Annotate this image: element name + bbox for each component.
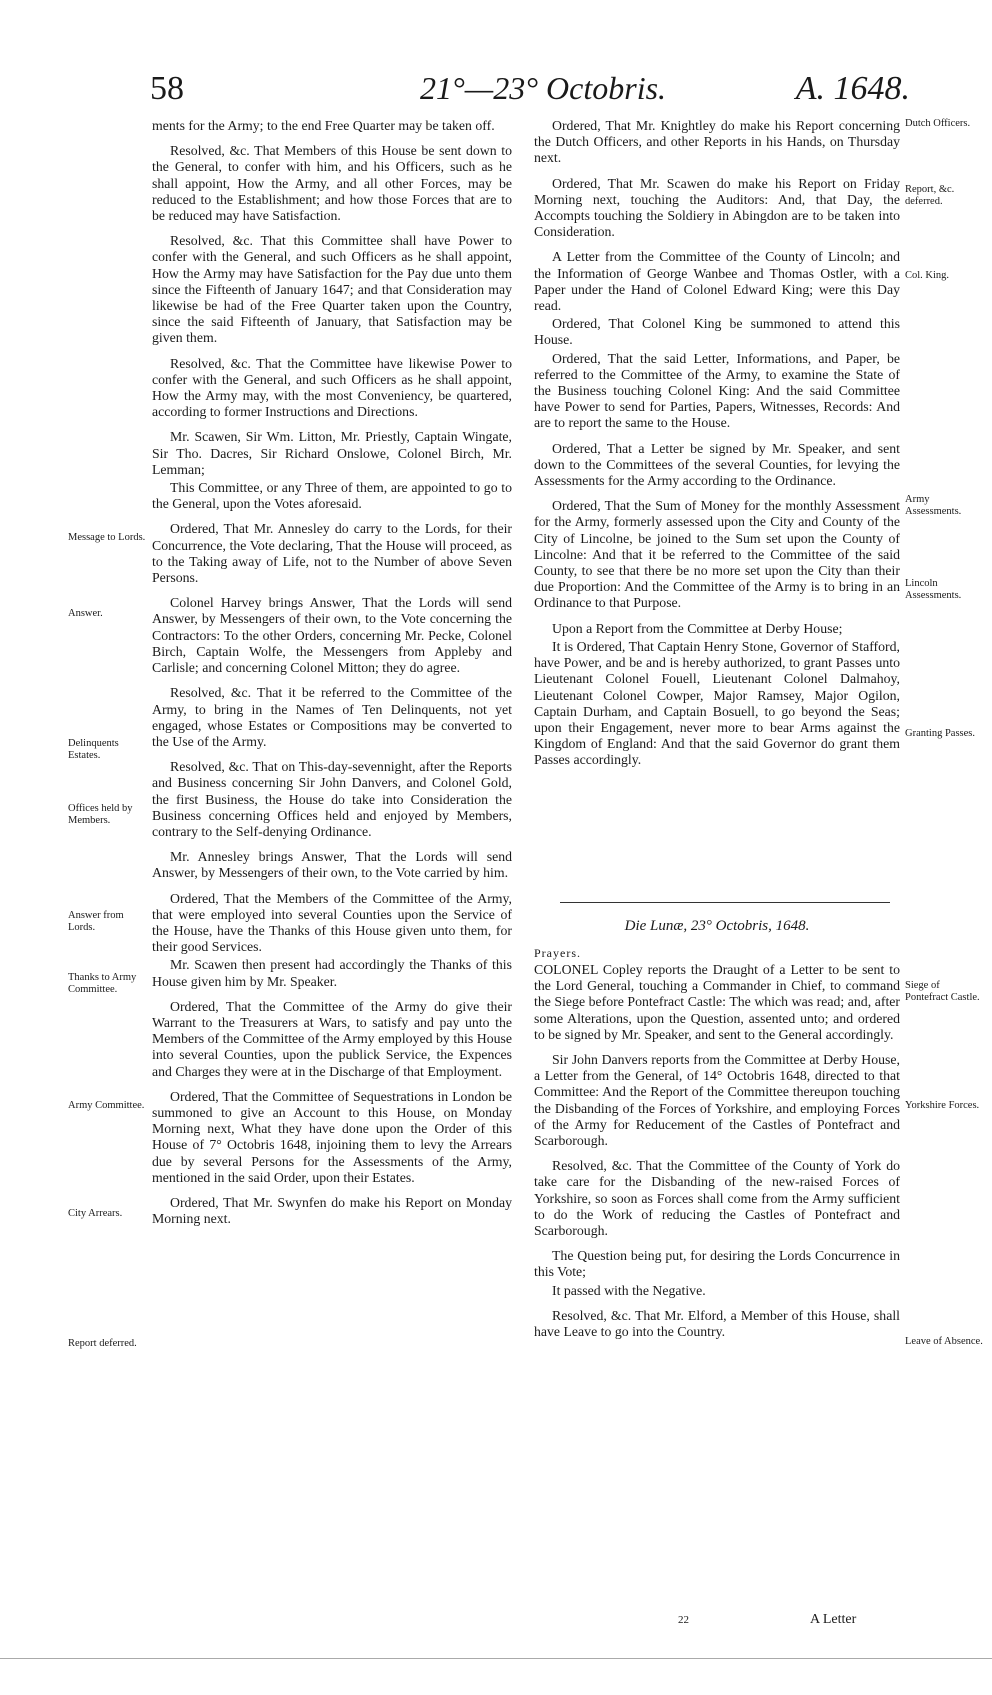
margin-note: Report, &c. deferred.	[905, 184, 955, 207]
paragraph: Upon a Report from the Committee at Derby House;	[552, 620, 843, 636]
paragraph: It passed with the Negative.	[552, 1282, 706, 1298]
margin-note: Dutch Officers.	[905, 118, 971, 129]
paragraph: Mr. Scawen then present had accordingly the Thanks of this House given him by Mr. Speaker.	[152, 957, 512, 989]
paragraph: Ordered, That Colonel King be summoned to attend this House.	[534, 316, 900, 348]
paragraph: This Committee, or any Three of them, are appointed to go to the General, upon the Votes aforesaid.	[152, 480, 512, 512]
page-header	[150, 70, 910, 110]
paragraph: Sir John Danvers reports from the Committee at Derby House, a Letter from the General, of 14° Octobris 1648, directed to that Committee: And the Report of the Committee thereupon touching the Disbanding of the Forces of Yorkshire, and employing Forces of the Army for Reducement of the Castles of Pontefract and Scarborough.	[534, 1052, 900, 1149]
margin-note: Message to Lords.	[68, 532, 146, 543]
paragraph: Resolved, &c. That the Committee of the County of York do take care for the Disbanding of the new-raised Forces of Yorkshire, so soon as Forces shall come from the Army sufficient to do the Work of reducing the Castles of Pontefract and Scarborough.	[534, 1158, 900, 1239]
paragraph: ments for the Army; to the end Free Quarter may be taken off.	[152, 118, 495, 133]
margin-note: Granting Passes.	[905, 728, 975, 739]
margin-note: Army Assessments.	[905, 494, 962, 517]
paragraph: Resolved, &c. That Members of this House be sent down to the General, to confer with him, and his Officers, such as he shall appoint, How the Army, and all other Forces, may be reduced to the Establishment; and how those Forces that are to be reduced may have Satisfaction.	[152, 143, 512, 224]
paragraph: Ordered, That Mr. Knightley do make his Report concerning the Dutch Officers, and other Reports in his Hands, on Thursday next.	[534, 118, 900, 166]
date-title: 21°—23° Octobris.	[420, 70, 667, 106]
margin-note: Thanks to Army Committee.	[68, 972, 137, 995]
paragraph: The Question being put, for desiring the Lords Concurrence in this Vote;	[534, 1248, 900, 1280]
paragraph: Ordered, That Mr. Scawen do make his Report on Friday Morning next, touching the Auditors: And, that Day, the Accompts touching the Soldiery in Abingdon are to be taken into Consideration.	[534, 175, 900, 240]
paragraph: Mr. Annesley brings Answer, That the Lords will send Answer, by Messengers of their own, to the Vote carried by him.	[152, 849, 512, 881]
paragraph: Resolved, &c. That on This-day-sevennight, after the Reports and Business concerning Sir John Danvers, and Colonel Gold, the first Business, the House do take into Consideration the Business concerning Offices held and enjoyed by Members, contrary to the Self-denying Ordinance.	[152, 759, 512, 839]
paragraph: Ordered, That the Committee of Sequestrations in London be summoned to give an Account to this House, on Monday Morning next, What they have done upon the Order of this House of 7° Octobris 1648, injoining them to levy the Arrears due by several Persons for the Assessments of the Army, mentioned in the said Order, upon their Estates.	[152, 1088, 512, 1185]
paragraph: It is Ordered, That Captain Henry Stone, Governor of Stafford, have Power, and be and is hereby authorized, to grant Passes unto Lieutenant Colonel Fouell, Lieutenant Colonel Dalmahoy, Lieutenant Colonel Cowper, Major Ramsey, Major Ogilon, Captain Durham, and Captain Bosuell, to go beyond the Seas; upon their Engagement, never more to bear Arms against the Kingdom of England: And that the said Governor do grant them Passes accordingly.	[534, 638, 900, 768]
paragraph: Resolved, &c. That the Committee have likewise Power to confer with the General, and such Officers as he shall appoint, How the Army may, with the most Conveniency, be quartered, according to former Instructions and Directions.	[152, 355, 512, 420]
paragraph: Ordered, That Mr. Annesley do carry to the Lords, for their Concurrence, the Vote declaring, That the House will proceed, as to the Taking away of Life, not to the Number of above Seven Persons.	[152, 521, 512, 586]
margin-note: Yorkshire Forces.	[905, 1100, 980, 1111]
paragraph: Ordered, That Mr. Swynfen do make his Report on Monday Morning next.	[152, 1194, 512, 1227]
margin-note: Answer.	[68, 608, 103, 619]
paragraph: A Letter from the Committee of the County of Lincoln; and the Information of George Wanbee and Thomas Ostler, with a Paper under the Hand of Colonel Edward King; were this Day read.	[534, 249, 900, 314]
paragraph: Mr. Scawen, Sir Wm. Litton, Mr. Priestly, Captain Wingate, Sir Tho. Dacres, Sir Richard Onslowe, Colonel Birch, Mr. Lemman;	[152, 429, 512, 477]
right-column	[534, 118, 900, 778]
margin-note: Report deferred.	[68, 1338, 137, 1349]
year-title: A. 1648.	[795, 70, 910, 107]
page-bottom-rule	[0, 1658, 992, 1659]
catchword: A Letter	[810, 1612, 857, 1627]
margin-note: Col. King.	[905, 270, 950, 281]
paragraph: COLONEL Copley reports the Draught of a Letter to be sent to the Lord General, touching a Commander in Chief, to command the Siege before Pontefract Castle: The which was read; and, after some Alterations, upon the Question, assented unto; and ordered to be signed by Mr. Speaker, and sent to the General accordingly.	[534, 962, 900, 1042]
margin-note: Delinquents Estates.	[68, 738, 119, 761]
margin-note: Siege of Pontefract Castle.	[905, 980, 980, 1003]
paragraph: Ordered, That a Letter be signed by Mr. Speaker, and sent down to the Committees of the several Counties, for levying the Assessments for the Army according to the Ordinance.	[534, 440, 900, 489]
day-heading: Die Lunæ, 23° Octobris, 1648.	[624, 918, 810, 934]
paragraph: Colonel Harvey brings Answer, That the Lords will send Answer, by Messengers of their own, to the Vote concerning the Contractors: To the other Orders, concerning Mr. Pecke, Colonel Birch, Captain Wolfe, the Messengers from Appleby and Carlisle; and concerning Colonel Mitton; they do agree.	[152, 595, 512, 676]
paragraph: Ordered, That the said Letter, Informations, and Paper, be referred to the Committee of the Army, to examine the State of the Business touching Colonel King: And the said Committee have Power to send for Parties, Papers, Witnesses, Records: And are to report the same to the House.	[534, 350, 900, 431]
paragraph: Resolved, &c. That it be referred to the Committee of the Army, to bring in the Names of Ten Delinquents, not yet engaged, whose Estates or Compositions may be converted to the Use of the Army.	[152, 685, 512, 749]
page-number: 58	[150, 70, 184, 107]
section-rule	[560, 902, 890, 903]
margin-note: Lincoln Assessments.	[905, 578, 962, 601]
margin-note: Leave of Absence.	[905, 1336, 983, 1347]
signature-mark: 22	[678, 1614, 689, 1626]
margin-note: Offices held by Members.	[68, 803, 133, 826]
paragraph: Resolved, &c. That Mr. Elford, a Member of this House, shall have Leave to go into the Country.	[534, 1307, 900, 1340]
margin-note: City Arrears.	[68, 1208, 123, 1219]
margin-note: Answer from Lords.	[68, 910, 124, 933]
prayers-label: Prayers.	[534, 946, 581, 960]
left-column	[152, 118, 512, 1236]
paragraph: Resolved, &c. That this Committee shall have Power to confer with the General, and such Officers as he shall appoint, How the Army may have Satisfaction for the Pay due unto them since the Fifteenth of January 1647; and that Consideration may likewise be had of the Free Quarter taken upon the Country, since the said Fifteenth of January, that Satisfaction may be given them.	[152, 233, 512, 346]
right-column-continued	[534, 962, 900, 1349]
paragraph: Ordered, That the Committee of the Army do give their Warrant to the Treasurers at Wars, to satisfy and pay unto the Members of the Committee of the Army employed by this House into several Counties, upon the publick Service, the Expences and Charges they were at in the Discharge of that Employment.	[152, 998, 512, 1079]
paragraph: Ordered, That the Sum of Money for the monthly Assessment for the Army, formerly assessed upon the City and County of the City of Lincolne, be joined to the Sum set upon the County of Lincolne: And that it be referred to the Committee of the said County, to see that there be no more set upon the City than their due Proportion: And the Committee of the Army is to bring in an Ordinance to that Purpose.	[534, 498, 900, 611]
paragraph: Ordered, That the Members of the Committee of the Army, that were employed into several Counties upon the Service of the House, have the Thanks of this House given unto them, for their good Services.	[152, 890, 512, 955]
margin-note: Army Committee.	[68, 1100, 145, 1111]
